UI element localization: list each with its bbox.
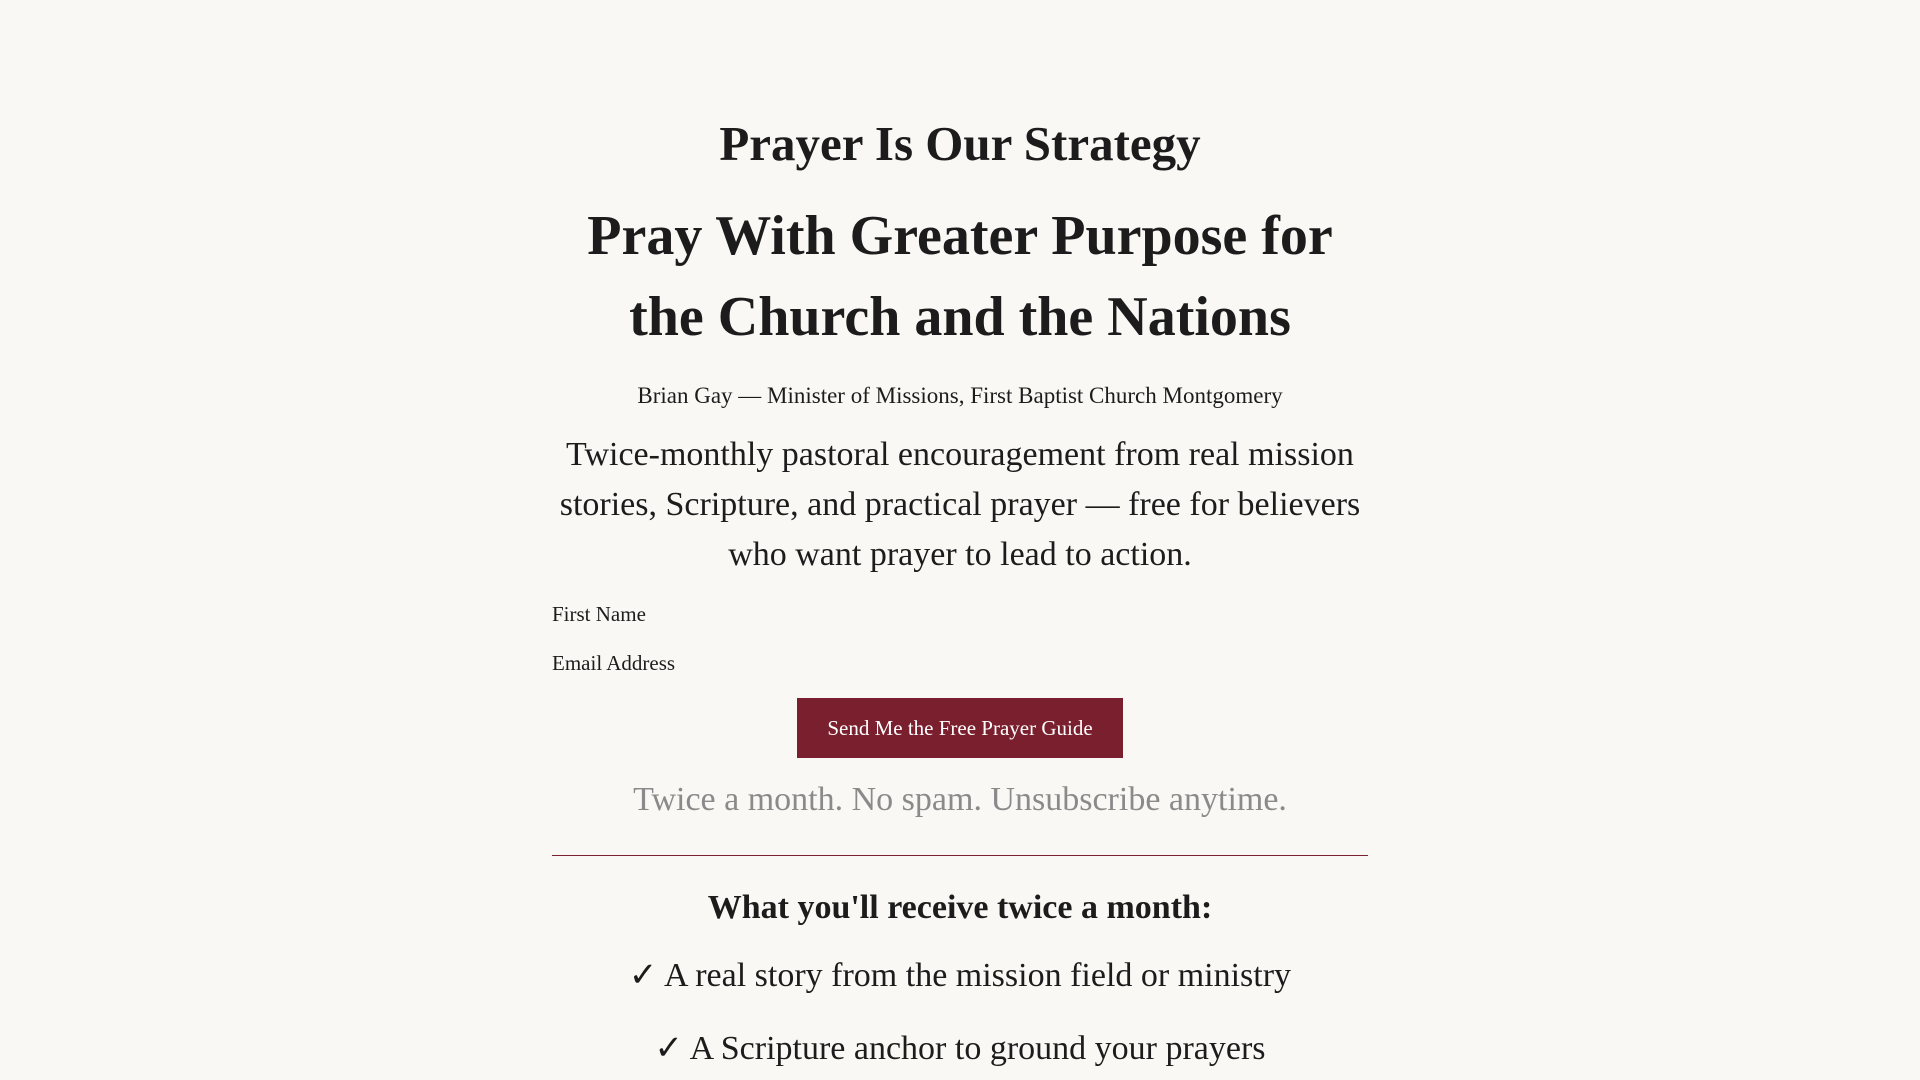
eyebrow-heading: Prayer Is Our Strategy [719,116,1201,171]
benefit-item: ✓ A real story from the mission field or ministry [628,957,1292,994]
email-address-label[interactable]: Email Address [552,651,676,675]
send-prayer-guide-button[interactable]: Send Me the Free Prayer Guide [797,698,1123,758]
intro-paragraph: Twice-monthly pastoral encouragement from real mission stories, Scripture, and practical prayer — free for believers who want prayer to lead to action. [559,436,1361,573]
benefits-list [552,954,1368,1080]
benefit-item: ✓ A Scripture anchor to ground your prayers [654,1030,1266,1067]
first-name-label[interactable]: First Name [552,602,646,626]
fine-print: Twice a month. No spam. Unsubscribe anytime. [633,781,1287,818]
page-title: Pray With Greater Purpose for the Church and the Nations [587,205,1333,348]
section-divider [552,855,1368,856]
benefits-heading: What you'll receive twice a month: [707,889,1213,926]
author-byline: Brian Gay — Minister of Missions, First Baptist Church Montgomery [637,383,1283,408]
